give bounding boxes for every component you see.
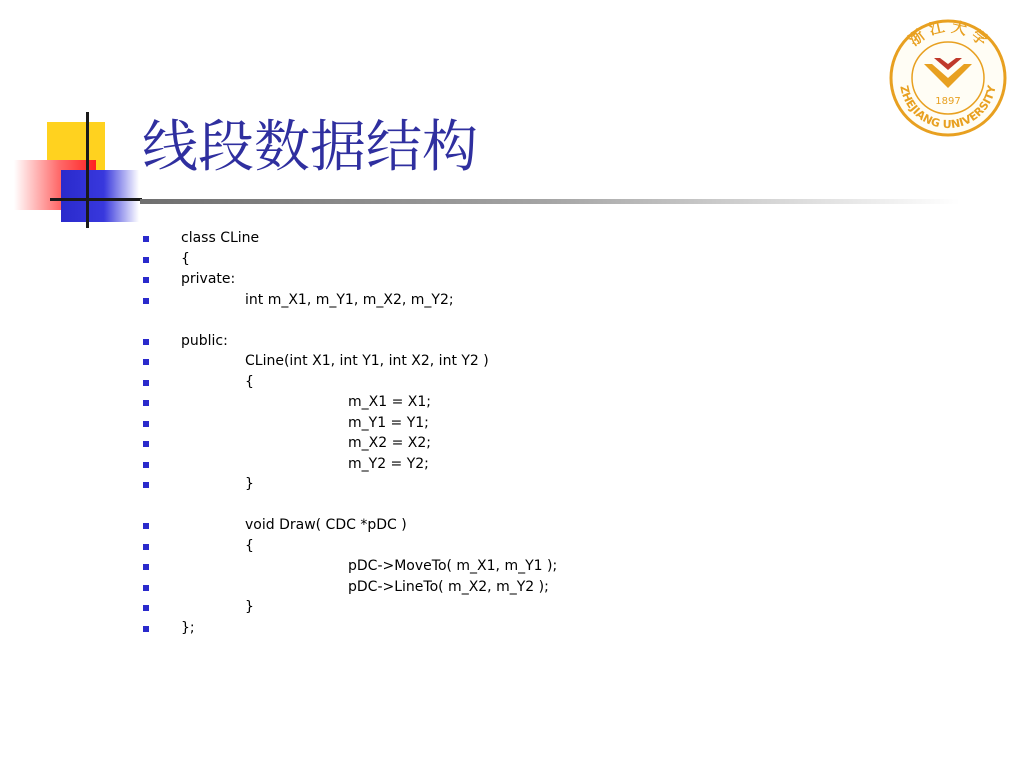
code-line-text: pDC->LineTo( m_X2, m_Y2 ); xyxy=(348,578,549,595)
bullet-icon xyxy=(143,482,149,488)
code-line-text: m_Y1 = Y1; xyxy=(348,414,429,431)
bullet-icon xyxy=(143,277,149,283)
title-underline-rule xyxy=(140,199,960,204)
bullet-icon xyxy=(143,523,149,529)
bullet-icon xyxy=(143,380,149,386)
code-line-text: { xyxy=(245,373,254,390)
university-logo xyxy=(888,18,1008,138)
code-line-text: }; xyxy=(181,619,195,636)
bullet-icon xyxy=(143,544,149,550)
bullet-icon xyxy=(143,257,149,263)
code-line-text: } xyxy=(245,476,254,492)
code-line-text: } xyxy=(245,599,254,615)
code-line-text: m_Y2 = Y2; xyxy=(348,455,429,472)
code-line-text: private: xyxy=(181,271,236,287)
code-line-text: public: xyxy=(181,332,228,349)
code-line-text: void Draw( CDC *pDC ) xyxy=(245,517,407,533)
bullet-icon xyxy=(143,236,149,242)
bullet-icon xyxy=(143,605,149,611)
code-line-text: CLine(int X1, int Y1, int X2, int Y2 ) xyxy=(245,353,489,369)
bullet-icon xyxy=(143,421,149,427)
bullet-icon xyxy=(143,564,149,570)
corner-decoration-horizontal-line xyxy=(50,198,142,201)
slide-title: 线段数据结构 xyxy=(142,115,478,180)
corner-decoration-blue xyxy=(61,170,139,222)
code-line-text: pDC->MoveTo( m_X1, m_Y1 ); xyxy=(348,558,558,574)
bullet-icon xyxy=(143,441,149,447)
bullet-icon xyxy=(143,626,149,632)
logo-chinese-name: 浙 江 大 学 xyxy=(905,18,991,50)
bullet-icon xyxy=(143,462,149,468)
code-line-text: { xyxy=(181,250,190,267)
bullet-icon xyxy=(143,298,149,304)
logo-english-name: ZHEJIANG UNIVERSITY xyxy=(897,84,999,132)
bullet-icon xyxy=(143,585,149,591)
code-line-text: m_X1 = X1; xyxy=(348,394,431,410)
bullet-icon xyxy=(143,359,149,365)
code-line-text: int m_X1, m_Y1, m_X2, m_Y2; xyxy=(245,291,454,308)
bullet-icon xyxy=(143,339,149,345)
corner-decoration-vertical-line xyxy=(86,112,89,228)
code-line-text: class CLine xyxy=(181,230,260,246)
bullet-icon xyxy=(143,400,149,406)
logo-year: 1897 xyxy=(935,96,961,107)
code-line-text: { xyxy=(245,537,254,554)
code-line-text: m_X2 = X2; xyxy=(348,435,431,451)
